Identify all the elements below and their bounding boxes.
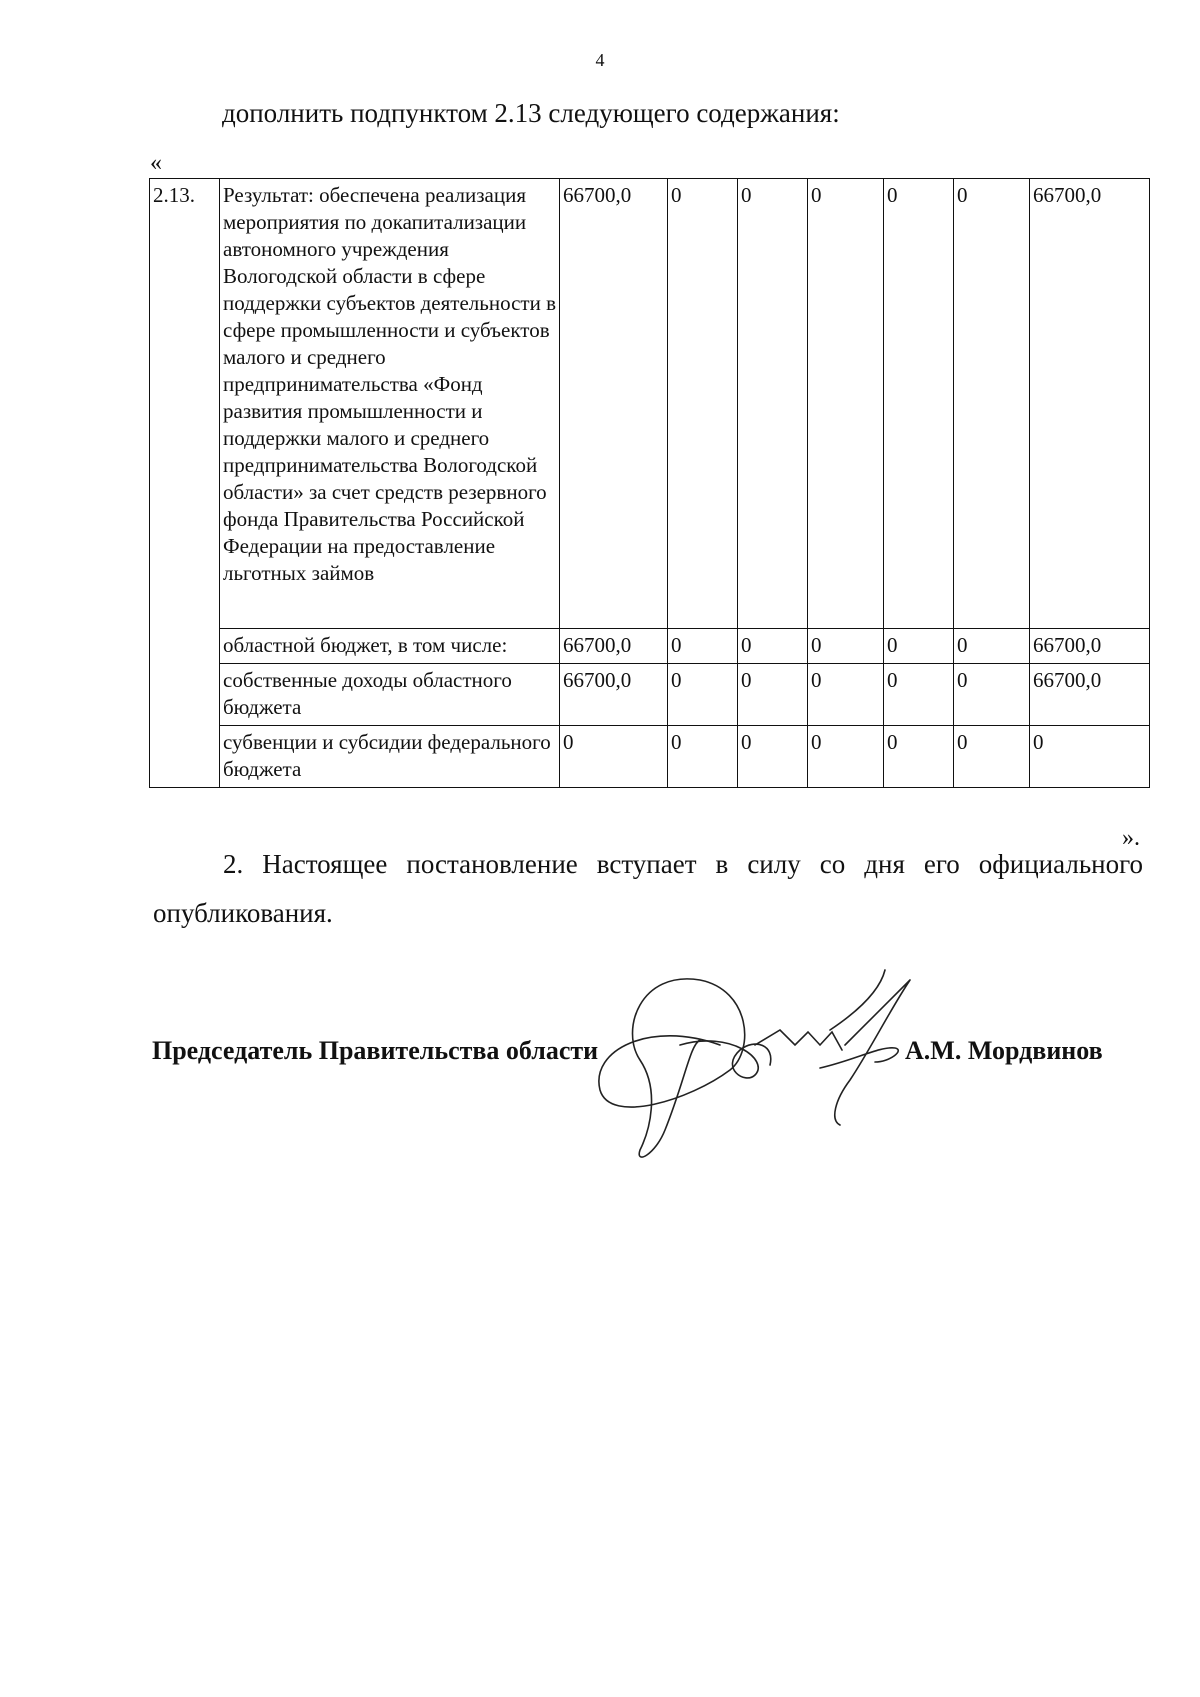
table-row: [150, 726, 1150, 788]
value-cell: 0: [884, 179, 954, 629]
value-cell: 0: [738, 664, 808, 726]
row-label-cell: собственные доходы областного бюджета: [220, 664, 560, 726]
paragraph-effective-date: 2. Настоящее постановление вступает в силу со дня его официального опубликования.: [153, 849, 1143, 928]
value-cell: 0: [668, 726, 738, 788]
value-cell: 0: [808, 726, 884, 788]
value-cell: 0: [738, 179, 808, 629]
table-row: [150, 664, 1150, 726]
table-row: [150, 629, 1150, 664]
intro-text: дополнить подпунктом 2.13 следующего содержания:: [222, 98, 840, 128]
quote-open: «: [150, 150, 162, 176]
value-cell: 0: [954, 179, 1030, 629]
budget-table: [149, 178, 1150, 788]
row-label-cell: Результат: обеспечена реализация мероприятия по докапитализации автономного учреждения Вологодской области в сфере поддержки субъектов деятельности в сфере промышленности и субъектов малого и среднего предпринимательства «Фонд развития промышленности и поддержки малого и среднего предпринимательства Вологодской области» за счет средств резервного фонда Правительства Российской Федерации на предоставление льготных займов: [220, 179, 560, 629]
value-cell: 0: [668, 629, 738, 664]
value-cell: 0: [668, 179, 738, 629]
quote-close: ».: [1122, 825, 1140, 851]
row-label-cell: субвенции и субсидии федерального бюджета: [220, 726, 560, 788]
table-row: [150, 179, 1150, 629]
value-cell: 0: [738, 726, 808, 788]
value-cell: 0: [808, 664, 884, 726]
value-cell: 0: [884, 664, 954, 726]
value-cell: 66700,0: [1030, 179, 1150, 629]
value-cell: 66700,0: [560, 179, 668, 629]
value-cell: 0: [954, 629, 1030, 664]
value-cell: 0: [668, 664, 738, 726]
value-cell: 0: [808, 179, 884, 629]
value-cell: 0: [738, 629, 808, 664]
value-cell: 0: [954, 726, 1030, 788]
value-cell: 66700,0: [560, 664, 668, 726]
value-cell: 66700,0: [1030, 629, 1150, 664]
value-cell: 0: [1030, 726, 1150, 788]
value-cell: 0: [884, 629, 954, 664]
signatory-name: А.М. Мордвинов: [905, 1036, 1103, 1065]
value-cell: 66700,0: [1030, 664, 1150, 726]
signatory-title: Председатель Правительства области: [152, 1036, 599, 1065]
page-number: 4: [595, 50, 605, 70]
value-cell: 66700,0: [560, 629, 668, 664]
value-cell: 0: [884, 726, 954, 788]
value-cell: 0: [954, 664, 1030, 726]
value-cell: 0: [560, 726, 668, 788]
row-label-cell: областной бюджет, в том числе:: [220, 629, 560, 664]
row-number-cell: 2.13.: [150, 179, 220, 788]
value-cell: 0: [808, 629, 884, 664]
